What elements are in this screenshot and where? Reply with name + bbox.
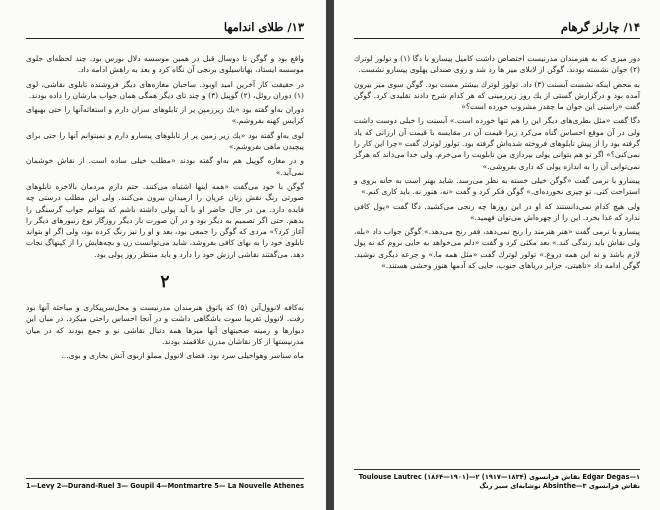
paragraph: و در مغازه گوپیل هم به‌او گفته بودند «مطلب خیلی ساده است. از نقاش خوشمان نمی‌آید.» bbox=[26, 156, 304, 177]
page-header: ۱۴/ چارلز گرهام bbox=[354, 20, 640, 39]
paragraph: پیسارو با نرمی گفت «هنر هنرمند را رنج نمی‌دهد، فقر رنج می‌دهد.» گوگن جواب داد «بله، ولی نقاش باید زندگی کند.» بعد مکثی کرد و گفت «دلم می‌خواهد به جایی بروم که نه پول لازم باشد و نه این همه دروغ.» تولوز لوترك گفت «مثل همه ما.» و جرعه دیگری نوشید. گوگن ادامه داد «تاهیتی، جزایر دریاهای جنوب، جایی که آدمها هنوز وحشی هستند.» bbox=[354, 227, 640, 271]
paragraph: واقع بود و گوگن تا دوسال قبل در همین موسسه دلال بورس بود. چند لحظه‌ای جلوی موسسه ایستاد، بهاتاسیلوی برنجی آن نگاه کرد و بعد به راهش ادامه داد. bbox=[26, 54, 304, 75]
footnote: 1—Levy 2—Durand-Ruel 3— Goupil 4—Montmartre 5— La Nouvelle Athenes bbox=[26, 478, 304, 491]
section-number: ۲ bbox=[160, 272, 170, 293]
right-page bbox=[334, 0, 660, 510]
page-header: ۱۳/ طلای اندامها bbox=[26, 20, 304, 39]
page-body bbox=[354, 53, 640, 271]
paragraph: دوران به‌او گفته بود «یك زیرزمین پر از تابلوهای سزان دارم و استغاثه‌آنها را حتی بهبهای کرایس کهنه بفروشم.» bbox=[26, 105, 304, 126]
paragraph: پیسارو با نرمی گفت «گوگن خیلی خسته به نظر می‌رسد. شاید بهتر است به خانه بروی و استراحت کنی. تو چیزی نخورده‌ای.» گوگن فکر کرد و گفت «نه، هنوز نه. باید کاری کنم.» bbox=[354, 175, 640, 197]
book-gutter bbox=[326, 0, 334, 510]
page-body bbox=[26, 53, 304, 260]
paragraph: دگا گفت «مثل بطری‌های دیگر این را هم تنها خورده است.» آبسنت را خیلی دوست داشت ولی در آن موقع احساس گناه می‌کرد زیرا قیمت آن در مقایسه با قیمت آن ارزانی که یاد گرفته بود را از پیش تابلوهای فروخته شده‌اش گرفته بود. تولوز لوترك گفت «چرا این کار را نمی‌کنی؟» اگر تو هم بتوانی پولی بپردازی من تابلویت را می‌خرم. ولی خدا می‌داند که هرگز نمی‌توانی آن را به اندازه پولی که داری بفروشی.» bbox=[354, 116, 640, 171]
footnote: ۱—Edgar Degas نقاش فرانسوی (۱۸۳۴—۱۹۱۷) ۲—Toulouse Lautrec (۱۸۶۴—۱۹۰۱) نقاش فرانسوی ۳—Absinthe نوشابه‌ای سبز رنگ bbox=[354, 469, 640, 491]
paragraph: ولی هیچ کدام نمی‌دانستند که او در این روزها چه رنجی می‌کشید. دگا گفت «پول کافی ندارد که غذا بخرد. این را از چهره‌اش می‌توان فهمید.» bbox=[354, 201, 640, 222]
paragraph: به‌کافه لانوول‌آتن (۵) که پاتوق هنرمندان مدرنیست و محل‌سرپیکاری و مباحثه آنها بود رفت. لانوول تقریبا سوت باشگاهی داشت و در آنجا احساس راحتی میکرد. در میان این دیوارها و زمینه صحبتهای آنها میزها همه دنبال نقاشی نو و جمع بودند که در میان مدرنیستها از کار نقاشان مدرن علاقمند بودند. bbox=[26, 303, 304, 346]
paragraph: لوی به‌او گفته بود «یك زیر زمین پر از تابلوهای پیسارو دارم و نمیتوانم آنها را حتی برای پیچیدن ماهی بفروشم.» bbox=[26, 130, 304, 152]
page-body-continued bbox=[26, 302, 304, 361]
paragraph: به محض اینکه نشست آبسنت (۳) داد. تولوز لوترك بیشتر مست بود. گوگن سوی میز بیرون آمده بود و درگزارش گستی از یك روز زیرزمینی که هر کدام شرح دادند تقلیدی کرد. گوگن گفت «راستی این جوان ما چقدر مشروب خورده است؟» bbox=[354, 79, 640, 112]
paragraph: ماه سناسر وهواخیلی سرد بود. فضای لانوول مملو ازبوی آتش بخاری و بوی... bbox=[61, 351, 304, 361]
paragraph: در حقیقت کار آخرین امید اوبود. ساحبان مغازه‌های دیگر فروشنده تابلوی نقاشی، لوی (۱) دوران روئل، (۲) گوپیل (۳) و چند تای دیگر همگی همان جواب مارشان را داده بودند. bbox=[26, 79, 304, 100]
paragraph: دور میزی که به هنرمندان مدرنیست اختصاص داشت کامیل پیسارو با دگا (۱) و تولوز لوترك (۲) جوان نشسته بودند. گوگن از لابلای میز ها رد شد و روی صندلی پهلوی پیسارو نشست. bbox=[354, 54, 640, 75]
left-page bbox=[0, 0, 326, 510]
paragraph: گوگن با خود می‌گفت «همه اینها اشتباه می‌کنند. حتم دارم مردمان بالاخره تابلوهای صورتی رنگ نقش زنان عریان را ازمیدان بیرون می‌کنند. ولی این مطلب درستی چه فایده دارد. من در حال حاضر او با آید پولی داشته باشم که بتوانم جواب گرسنگی را بدهم. حتی اگر تصمیم به دیگر بود و در آن صورت بار دیگر روزگار نوع زنبورهای دیگر را آغاز کرد؟» مردی که گوگن را جمعی بود، بعد و او را نیز رنگ کرده بود، ولی اگر او بتواند تابلوی خود را به بهای کافی بفروشد، شاید می‌توانست زن و بچه‌هایش را از کپنهاگ نجات دهد. می‌گفتند نقاشی ارزش خود را دارد و باید منتظر روز پولی بود. bbox=[26, 181, 304, 259]
